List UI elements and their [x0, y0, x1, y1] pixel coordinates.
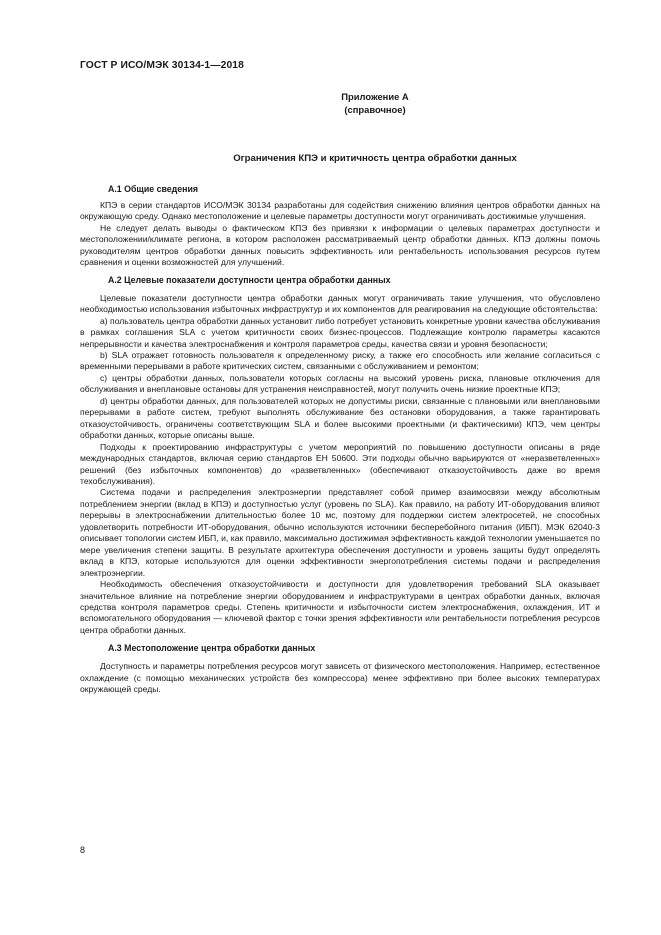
section-heading: А.2 Целевые показатели доступности центра обработки данных	[108, 274, 391, 285]
section-a2	[80, 274, 600, 637]
appendix-subtitle: (справочное)	[344, 104, 406, 115]
section-a1	[80, 183, 600, 269]
appendix-main-title: Ограничения КПЭ и критичность центра обработки данных	[233, 153, 517, 164]
paragraph: Не следует делать выводы о фактическом КПЭ без привязки к информации о целевых параметрах доступности и местоположении/климате региона, в котором расположен рассматриваемый центр обработки данных. КПЭ должны помочь руководителям центров обработки данных повысить эффективность или рентабельность использования ресурсов путем сравнения и оценки возможностей для улучшений.	[80, 222, 600, 268]
standard-header: ГОСТ Р ИСО/МЭК 30134-1—2018	[80, 60, 244, 71]
paragraph: Доступность и параметры потребления ресурсов могут зависеть от физического местоположения. Например, естественное охлаждение (с помощью механических устройств без компрессора) менее эффективно при более высоких температурах окружающей среды.	[80, 661, 600, 695]
list-item: а) пользователь центра обработки данных установит либо потребует установить конкретные уровни качества обслуживания в рамках соглашения SLA с учетом критичности своих бизнес-процессов. Подлежащие контролю параметры касаются непрерывности и качества электроснабжения и контроля параметров среды, качества связи и уровня безопасности;	[80, 315, 600, 349]
list-item: d) центры обработки данных, для пользователей которых не допустимы риски, связанные с плановыми или внеплановыми перерывами в работе систем, требуют выполнять обслуживание без остановки оборудования, а также гарантировать отказоустойчивость, ограничены соответствующим SLA и более высокими проектными (и фактическими) КПЭ, чем центры обработки данных, которые описаны выше.	[80, 395, 600, 441]
section-heading: А.1 Общие сведения	[108, 184, 198, 194]
section-a3	[80, 642, 600, 695]
document-body	[80, 183, 600, 696]
paragraph: Подходы к проектированию инфраструктуры с учетом мероприятий по повышению доступности описаны в ряде международных стандартов, включая серию стандартов ЕН 50600. Эти подходы обычно варьируются от «неразветвленных» решений (без избыточных компонентов) до «разветвленных» (обеспечивают отказоустойчивость даже во время техобслуживания).	[80, 441, 600, 486]
paragraph: Система подачи и распределения электроэнергии представляет собой пример взаимосвязи между абсолютным потреблением энергии (вклад в КПЭ) и доступностью услуг (уровень по SLA). Как правило, на работу ИТ-оборудования влияют перерывы в электроснабжении длительностью более 10 мс, поэтому для поддержки систем электросетей, не способных удовлетворить потребности ИТ-оборудования, обычно используются источники бесперебойного питания (ИБП). МЭК 62040-3 описывает топологии систем ИБП, и, как правило, максимально достижимая эффективность каждой технологии уменьшается по мере увеличения степени защиты. В результате архитектура обеспечения доступности и уровень защиты будут определять вклад в КПЭ, которые используются для оценки эффективности энергопотребления системы подачи и распределения электроэнергии.	[80, 487, 600, 578]
paragraph: Целевые показатели доступности центра обработки данных могут ограничивать такие улучшения, что обусловлено необходимостью использования избыточных инфраструктур и их компонентов для реагирования на следующие обстоятельства:	[80, 292, 600, 315]
appendix-heading	[80, 90, 661, 116]
list-item: c) центры обработки данных, пользователи которых согласны на высокий уровень риска, плановые отключения для обслуживания и внеплановые остановы для устранения неисправностей, могут получить очень низкие проектные КПЭ;	[80, 372, 600, 395]
paragraph: КПЭ в серии стандартов ИСО/МЭК 30134 разработаны для содействия снижению влияния центров обработки данных на окружающую среду. Однако местоположение и целевые параметры доступности могут ограничивать достижимые улучшения.	[80, 200, 600, 222]
list-item: b) SLA отражает готовность пользователя к определенному риску, а также его способность или желание согласиться с временными перерывами в работе критических систем, связанными с обслуживанием и ремонтом;	[80, 349, 600, 372]
paragraph: Необходимость обеспечения отказоустойчивости и доступности для удовлетворения требований SLA оказывает значительное влияние на потребление энергии оборудованием и инфраструктурами в центрах обработки данных, включая средства контроля параметров среды. Степень критичности и избыточности систем электроснабжения, охлаждения, ИТ и вспомогательного оборудования — ключевой фактор с точки зрения эффективности или рентабельности потребления ресурсов центра обработки данных.	[80, 579, 600, 635]
section-heading: А.3 Местоположение центра обработки данных	[108, 643, 316, 654]
appendix-title: Приложение А	[341, 91, 409, 102]
page-number: 8	[80, 845, 86, 855]
